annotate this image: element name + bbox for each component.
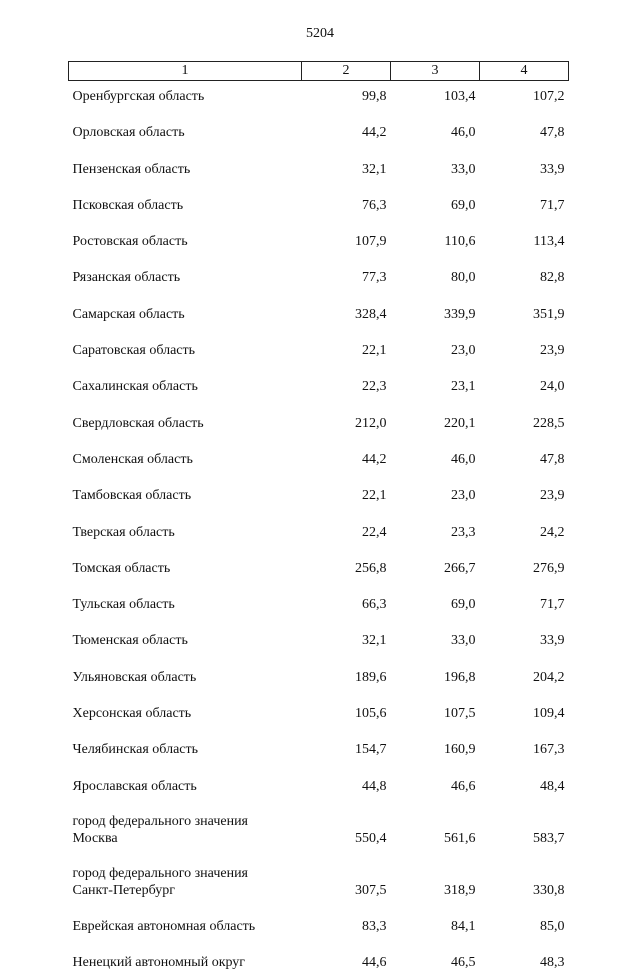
value-cell-col2: 189,6 [302, 655, 391, 691]
region-name: Тульская область [73, 596, 302, 613]
region-name-line2: Москва [73, 830, 302, 847]
value-cell-col3: 23,0 [391, 474, 480, 510]
region-name-cell [69, 220, 302, 256]
value-cell-col4: 107,2 [480, 81, 569, 112]
table-row [69, 728, 569, 764]
table-row [69, 583, 569, 619]
value-cell-col2: 99,8 [302, 81, 391, 112]
value-cell-col4: 82,8 [480, 256, 569, 292]
table-row [69, 147, 569, 183]
value-cell-col2: 44,6 [302, 941, 391, 977]
region-name: Свердловская область [73, 415, 302, 432]
value-cell-col3: 69,0 [391, 184, 480, 220]
table-header-row [69, 62, 569, 81]
value-cell-col2: 22,1 [302, 329, 391, 365]
region-name-cell [69, 474, 302, 510]
data-table [68, 61, 569, 977]
region-name-line2: Санкт-Петербург [73, 882, 302, 899]
value-cell-col4: 167,3 [480, 728, 569, 764]
table-row [69, 905, 569, 941]
value-cell-col3: 46,0 [391, 111, 480, 147]
data-table-container [68, 61, 568, 977]
table-row [69, 81, 569, 112]
value-cell-col2: 44,2 [302, 438, 391, 474]
table-row [69, 692, 569, 728]
value-cell-col4: 71,7 [480, 184, 569, 220]
value-cell-col2: 154,7 [302, 728, 391, 764]
region-name-cell [69, 184, 302, 220]
value-cell-col4: 204,2 [480, 655, 569, 691]
value-cell-col4: 583,7 [480, 801, 569, 853]
value-cell-col3: 318,9 [391, 853, 480, 905]
region-name-cell [69, 655, 302, 691]
region-name: Томская область [73, 560, 302, 577]
value-cell-col2: 105,6 [302, 692, 391, 728]
value-cell-col3: 103,4 [391, 81, 480, 112]
region-name-cell [69, 438, 302, 474]
value-cell-col2: 44,8 [302, 764, 391, 800]
value-cell-col4: 23,9 [480, 329, 569, 365]
region-name-cell [69, 365, 302, 401]
value-cell-col2: 22,1 [302, 474, 391, 510]
table-row [69, 474, 569, 510]
region-name-cell [69, 147, 302, 183]
region-name-cell [69, 764, 302, 800]
table-row [69, 801, 569, 853]
value-cell-col3: 266,7 [391, 547, 480, 583]
page-number: 5204 [0, 26, 640, 42]
value-cell-col2: 550,4 [302, 801, 391, 853]
table-row [69, 853, 569, 905]
region-name: город федерального значения [73, 865, 302, 882]
region-name: Ненецкий автономный округ [73, 954, 302, 971]
value-cell-col3: 196,8 [391, 655, 480, 691]
value-cell-col3: 80,0 [391, 256, 480, 292]
region-name-cell [69, 256, 302, 292]
region-name: Рязанская область [73, 269, 302, 286]
region-name: Тюменская область [73, 632, 302, 649]
value-cell-col3: 339,9 [391, 292, 480, 328]
column-header-4: 4 [480, 62, 569, 81]
value-cell-col4: 24,0 [480, 365, 569, 401]
region-name: Самарская область [73, 306, 302, 323]
region-name: Ульяновская область [73, 669, 302, 686]
region-name: Оренбургская область [73, 88, 302, 105]
region-name-cell [69, 801, 302, 853]
value-cell-col2: 212,0 [302, 401, 391, 437]
region-name-cell [69, 583, 302, 619]
column-header-2: 2 [302, 62, 391, 81]
value-cell-col3: 561,6 [391, 801, 480, 853]
region-name: Еврейская автономная область [73, 918, 302, 935]
value-cell-col4: 33,9 [480, 619, 569, 655]
value-cell-col2: 328,4 [302, 292, 391, 328]
region-name-cell [69, 728, 302, 764]
value-cell-col3: 33,0 [391, 619, 480, 655]
region-name-cell [69, 692, 302, 728]
region-name: Ярославская область [73, 778, 302, 795]
value-cell-col4: 330,8 [480, 853, 569, 905]
value-cell-col3: 84,1 [391, 905, 480, 941]
value-cell-col2: 76,3 [302, 184, 391, 220]
table-row [69, 510, 569, 546]
value-cell-col3: 46,0 [391, 438, 480, 474]
region-name-cell [69, 547, 302, 583]
region-name-cell [69, 853, 302, 905]
region-name: Тверская область [73, 524, 302, 541]
value-cell-col2: 66,3 [302, 583, 391, 619]
region-name-cell [69, 401, 302, 437]
region-name: Херсонская область [73, 705, 302, 722]
value-cell-col2: 107,9 [302, 220, 391, 256]
region-name: Тамбовская область [73, 487, 302, 504]
value-cell-col4: 33,9 [480, 147, 569, 183]
value-cell-col3: 69,0 [391, 583, 480, 619]
value-cell-col4: 47,8 [480, 438, 569, 474]
value-cell-col4: 109,4 [480, 692, 569, 728]
value-cell-col3: 110,6 [391, 220, 480, 256]
table-row [69, 655, 569, 691]
table-row [69, 256, 569, 292]
table-row [69, 547, 569, 583]
value-cell-col2: 22,3 [302, 365, 391, 401]
table-row [69, 619, 569, 655]
region-name: Челябинская область [73, 741, 302, 758]
region-name: Саратовская область [73, 342, 302, 359]
region-name-cell [69, 81, 302, 112]
value-cell-col3: 33,0 [391, 147, 480, 183]
table-row [69, 764, 569, 800]
region-name-cell [69, 510, 302, 546]
value-cell-col2: 83,3 [302, 905, 391, 941]
value-cell-col3: 220,1 [391, 401, 480, 437]
region-name-cell [69, 905, 302, 941]
table-body [69, 81, 569, 977]
value-cell-col3: 107,5 [391, 692, 480, 728]
value-cell-col4: 85,0 [480, 905, 569, 941]
region-name: Пензенская область [73, 161, 302, 178]
region-name: Псковская область [73, 197, 302, 214]
value-cell-col4: 113,4 [480, 220, 569, 256]
table-row [69, 941, 569, 977]
table-row [69, 401, 569, 437]
region-name: Сахалинская область [73, 378, 302, 395]
region-name-cell [69, 292, 302, 328]
table-row [69, 329, 569, 365]
column-header-1: 1 [69, 62, 302, 81]
region-name-cell [69, 941, 302, 977]
region-name: город федерального значения [73, 813, 302, 830]
table-row [69, 292, 569, 328]
value-cell-col4: 48,4 [480, 764, 569, 800]
region-name: Ростовская область [73, 233, 302, 250]
region-name-cell [69, 619, 302, 655]
value-cell-col3: 23,0 [391, 329, 480, 365]
value-cell-col3: 23,3 [391, 510, 480, 546]
value-cell-col3: 46,5 [391, 941, 480, 977]
column-header-3: 3 [391, 62, 480, 81]
value-cell-col2: 307,5 [302, 853, 391, 905]
value-cell-col3: 23,1 [391, 365, 480, 401]
value-cell-col4: 276,9 [480, 547, 569, 583]
value-cell-col2: 22,4 [302, 510, 391, 546]
region-name: Смоленская область [73, 451, 302, 468]
value-cell-col2: 32,1 [302, 147, 391, 183]
table-row [69, 111, 569, 147]
value-cell-col2: 32,1 [302, 619, 391, 655]
value-cell-col4: 47,8 [480, 111, 569, 147]
value-cell-col4: 71,7 [480, 583, 569, 619]
table-row [69, 220, 569, 256]
value-cell-col4: 351,9 [480, 292, 569, 328]
value-cell-col2: 44,2 [302, 111, 391, 147]
table-row [69, 184, 569, 220]
value-cell-col4: 228,5 [480, 401, 569, 437]
value-cell-col4: 48,3 [480, 941, 569, 977]
value-cell-col3: 160,9 [391, 728, 480, 764]
table-row [69, 438, 569, 474]
value-cell-col3: 46,6 [391, 764, 480, 800]
value-cell-col2: 256,8 [302, 547, 391, 583]
table-row [69, 365, 569, 401]
region-name-cell [69, 329, 302, 365]
region-name: Орловская область [73, 124, 302, 141]
value-cell-col2: 77,3 [302, 256, 391, 292]
region-name-cell [69, 111, 302, 147]
value-cell-col4: 24,2 [480, 510, 569, 546]
value-cell-col4: 23,9 [480, 474, 569, 510]
